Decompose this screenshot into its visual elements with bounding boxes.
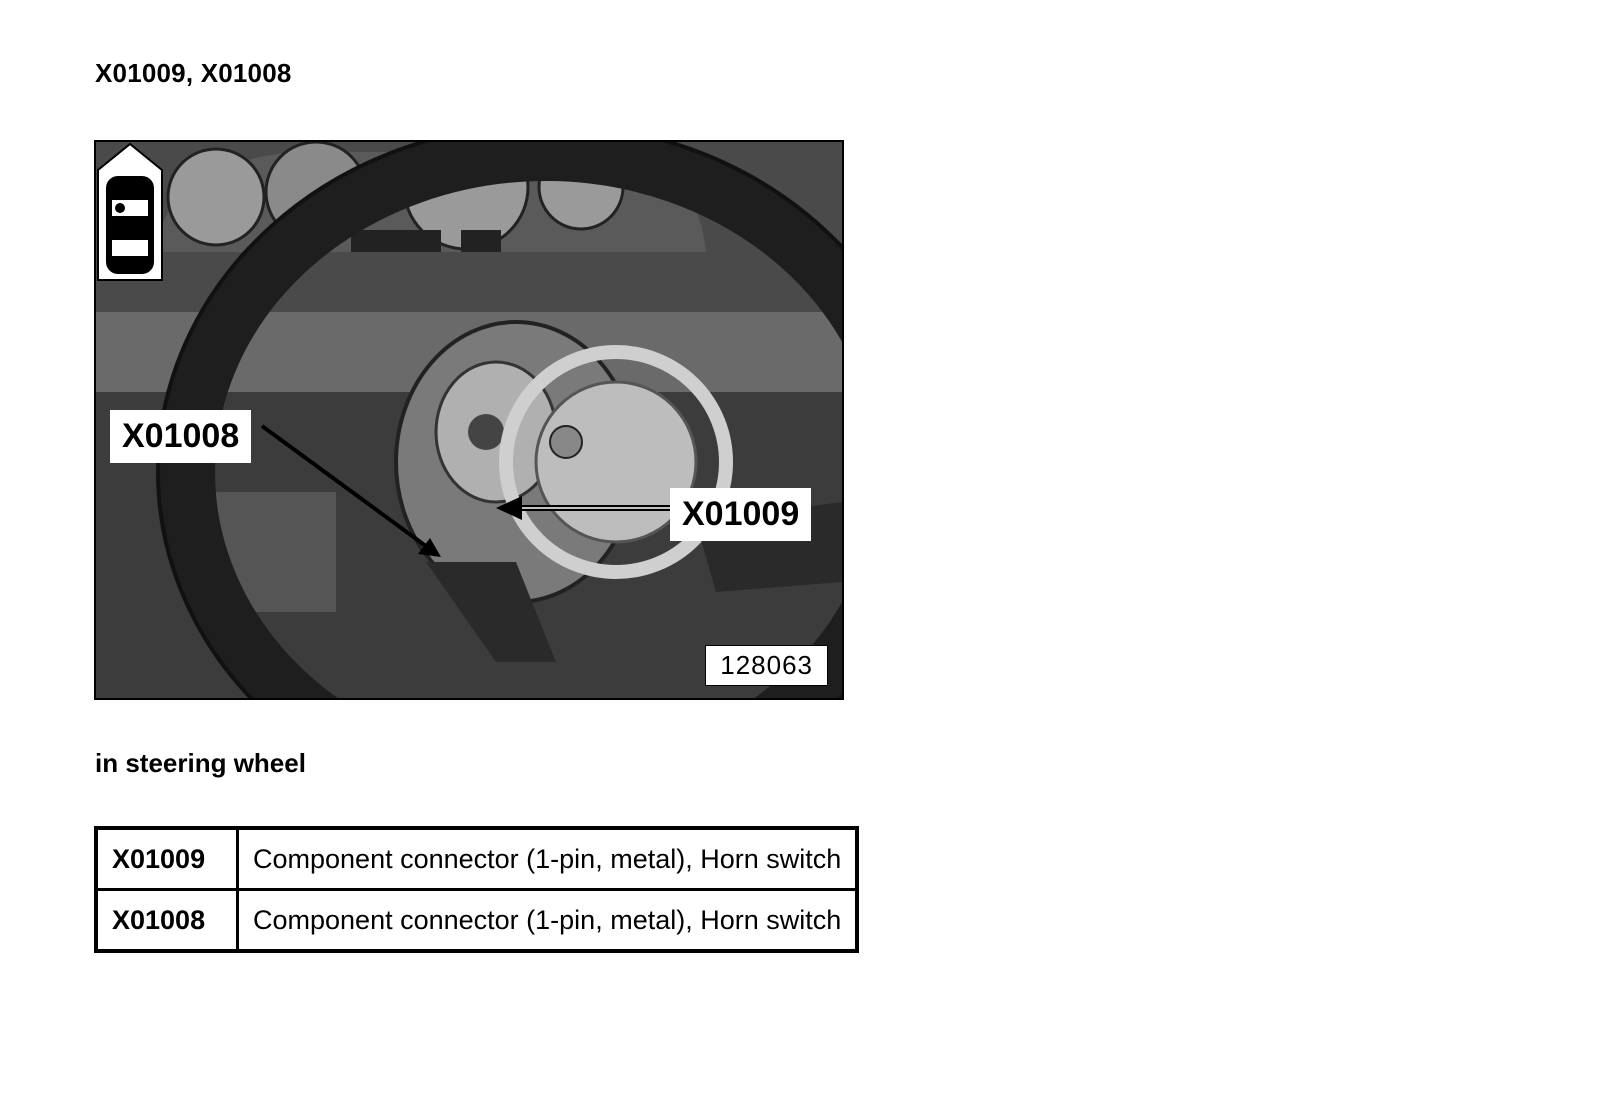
page-title: X01009, X01008 [95, 58, 292, 88]
table-row [96, 890, 857, 952]
connector-code: X01008 [96, 890, 238, 952]
callout-x01009: X01009 [670, 488, 811, 541]
connector-description: Component connector (1-pin, metal), Horn switch [238, 890, 858, 952]
connector-description: Component connector (1-pin, metal), Horn switch [238, 828, 858, 890]
figure-number: 128063 [705, 645, 828, 686]
callout-x01008: X01008 [110, 410, 251, 463]
steering-wheel-photo [94, 140, 844, 700]
table-row [96, 828, 857, 890]
connector-code: X01009 [96, 828, 238, 890]
section-subtitle: in steering wheel [95, 748, 306, 778]
vehicle-location-icon [96, 142, 164, 282]
connector-legend-table [94, 826, 859, 953]
